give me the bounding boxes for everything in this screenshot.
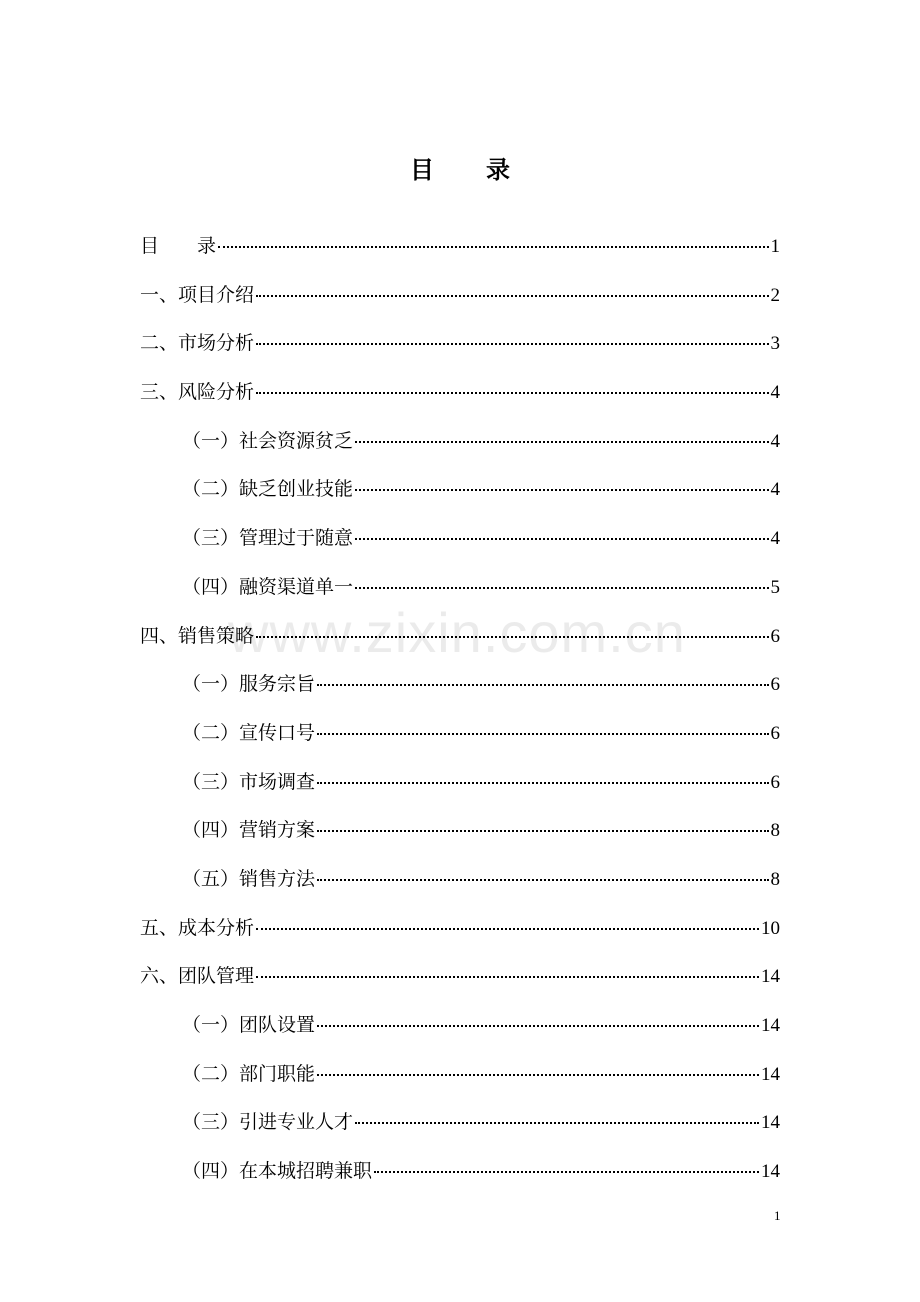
toc-entry[interactable] [140, 1009, 780, 1058]
toc-dot-leader [317, 1024, 759, 1027]
toc-dot-leader [355, 488, 768, 491]
toc-dot-leader [317, 878, 768, 881]
toc-entry-page: 4 [770, 479, 780, 501]
toc-dot-leader [355, 1121, 759, 1124]
toc-entry[interactable] [140, 863, 780, 912]
toc-entry-label: （一）社会资源贫乏 [182, 429, 354, 452]
toc-entry-label: （二）缺乏创业技能 [182, 478, 354, 501]
toc-entry-page: 6 [770, 625, 780, 647]
toc-entry-page: 4 [770, 382, 780, 404]
toc-entry-label: 三、风险分析 [140, 381, 255, 404]
toc-dot-leader [218, 245, 768, 248]
toc-entry-page: 8 [770, 868, 780, 890]
toc-entry-label: （四）在本城招聘兼职 [182, 1160, 373, 1183]
toc-entry-page: 14 [761, 966, 780, 988]
toc-entry[interactable] [140, 717, 780, 766]
toc-entry-label: 四、销售策略 [140, 624, 255, 647]
toc-entry-label: （三）引进专业人才 [182, 1111, 354, 1134]
toc-entry[interactable] [140, 327, 780, 376]
toc-dot-leader [256, 342, 768, 345]
toc-entry-label: 六、团队管理 [140, 965, 255, 988]
toc-entry-page: 4 [770, 528, 780, 550]
toc-entry-page: 2 [770, 284, 780, 306]
toc-entry-label: （一）团队设置 [182, 1014, 316, 1036]
toc-entry-page: 6 [770, 674, 780, 696]
toc-entry[interactable] [140, 668, 780, 717]
toc-dot-leader [355, 537, 768, 540]
toc-entry-label: 一、项目介绍 [140, 283, 255, 306]
toc-entry[interactable] [140, 522, 780, 571]
toc-entry-page: 1 [770, 236, 780, 257]
toc-dot-leader [256, 635, 768, 638]
toc-dot-leader [317, 683, 768, 686]
toc-entry-page: 3 [770, 333, 780, 355]
toc-dot-leader [374, 1170, 759, 1173]
toc-entry-label: （五）销售方法 [182, 867, 316, 890]
table-of-contents [140, 230, 780, 1204]
watermark: www.zixin.com.cn [228, 601, 686, 664]
toc-entry-label: （一）服务宗旨 [182, 673, 316, 696]
toc-entry[interactable] [140, 814, 780, 863]
toc-dot-leader [355, 586, 768, 589]
toc-entry[interactable] [140, 230, 780, 279]
toc-entry-page: 10 [761, 917, 780, 939]
toc-entry-label: 目 录 [140, 235, 217, 257]
toc-entry-label: （二）部门职能 [182, 1062, 316, 1085]
toc-entry[interactable] [140, 912, 780, 961]
toc-entry-page: 14 [761, 1161, 780, 1183]
page-title [0, 150, 920, 185]
toc-entry-page: 14 [761, 1015, 780, 1036]
toc-entry-label: 五、成本分析 [140, 916, 255, 939]
toc-entry[interactable] [140, 1106, 780, 1155]
toc-entry[interactable] [140, 376, 780, 425]
toc-entry-page: 5 [770, 576, 780, 598]
toc-entry-page: 6 [770, 722, 780, 744]
toc-entry[interactable] [140, 425, 780, 474]
page-title-char-2: 录 [486, 155, 510, 184]
toc-dot-leader [355, 440, 768, 443]
toc-entry[interactable] [140, 620, 780, 669]
toc-dot-leader [317, 829, 768, 832]
toc-entry-label: （四）融资渠道单一 [182, 575, 354, 598]
toc-entry[interactable] [140, 766, 780, 815]
toc-entry[interactable] [140, 1058, 780, 1107]
toc-entry[interactable] [140, 571, 780, 620]
toc-dot-leader [317, 732, 768, 735]
toc-entry[interactable] [140, 960, 780, 1009]
toc-entry-label: （二）宣传口号 [182, 721, 316, 744]
toc-entry[interactable] [140, 279, 780, 328]
toc-entry-page: 14 [761, 1063, 780, 1085]
toc-entry-page: 14 [761, 1112, 780, 1134]
toc-dot-leader [317, 1073, 759, 1076]
toc-dot-leader [256, 927, 759, 930]
toc-dot-leader [256, 975, 759, 978]
page-title-char-1: 目 [410, 155, 434, 184]
toc-entry-label: （三）市场调查 [182, 770, 316, 793]
toc-entry-page: 8 [770, 820, 780, 842]
toc-entry[interactable] [140, 1155, 780, 1204]
toc-dot-leader [256, 391, 768, 394]
toc-entry-label: （三）管理过于随意 [182, 527, 354, 550]
toc-entry-label: 二、市场分析 [140, 332, 255, 355]
page-number: 1 [774, 1208, 781, 1223]
toc-dot-leader [317, 781, 768, 784]
toc-dot-leader [256, 294, 768, 297]
toc-entry-page: 6 [770, 771, 780, 793]
toc-entry-label: （四）营销方案 [182, 819, 316, 842]
toc-entry-page: 4 [770, 430, 780, 452]
toc-entry[interactable] [140, 473, 780, 522]
